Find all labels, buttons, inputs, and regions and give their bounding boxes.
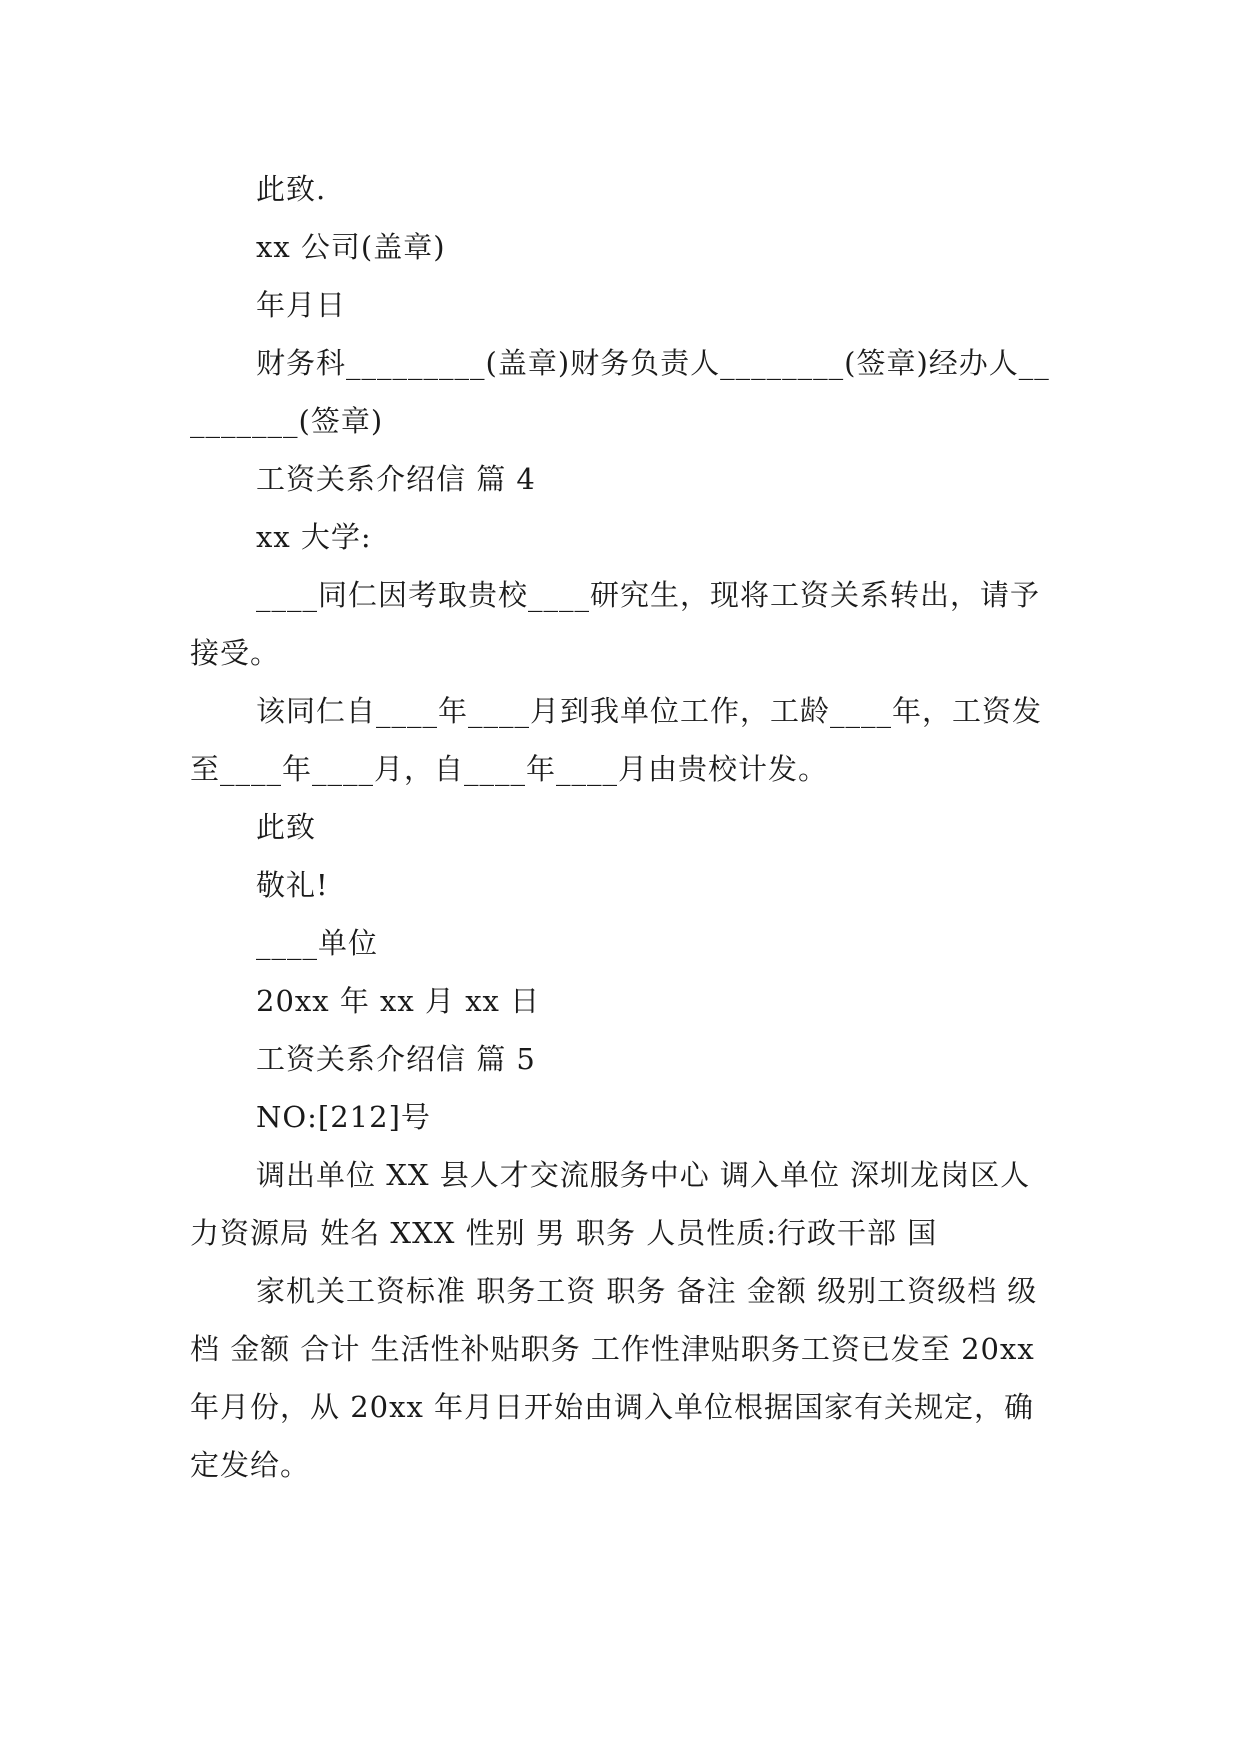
reference-number: NO:[212]号 — [256, 1100, 431, 1134]
company-seal-line: xx 公司(盖章) — [256, 230, 446, 264]
date-line: 年月日 — [256, 288, 347, 322]
body-paragraph: 该同仁自____年____月到我单位工作，工龄____年，工资发至____年____月，自____年____月由贵校计发。 — [190, 694, 1043, 786]
body-paragraph: 家机关工资标准 职务工资 职务 备注 金额 级别工资级档 级 档 金额 合计 生活性补贴职务 工作性津贴职务工资已发至 20xx 年月份，从 20xx 年月日开始由调入单位根据国家有关规定，确定发给。 — [190, 1274, 1048, 1482]
closing-line: 此致. — [256, 172, 327, 206]
recipient-line: xx 大学: — [256, 520, 372, 554]
signature-line: 财务科_________(盖章)财务负责人________(签章)经办人_________(签章) — [190, 346, 1050, 438]
closing-line: 此致 — [256, 810, 317, 844]
document-body — [190, 160, 1060, 1494]
body-paragraph: 调出单位 XX 县人才交流服务中心 调入单位 深圳龙岗区人力资源局 姓名 XXX 性别 男 职务 人员性质:行政干部 国 — [190, 1158, 1031, 1250]
body-paragraph: ____同仁因考取贵校____研究生，现将工资关系转出，请予接受。 — [190, 578, 1041, 670]
section-heading: 工资关系介绍信 篇 5 — [256, 1042, 536, 1076]
sender-unit-line: ____单位 — [256, 926, 379, 960]
salutation-line: 敬礼! — [256, 868, 329, 902]
section-heading: 工资关系介绍信 篇 4 — [256, 462, 536, 496]
date-line: 20xx 年 xx 月 xx 日 — [256, 984, 541, 1018]
